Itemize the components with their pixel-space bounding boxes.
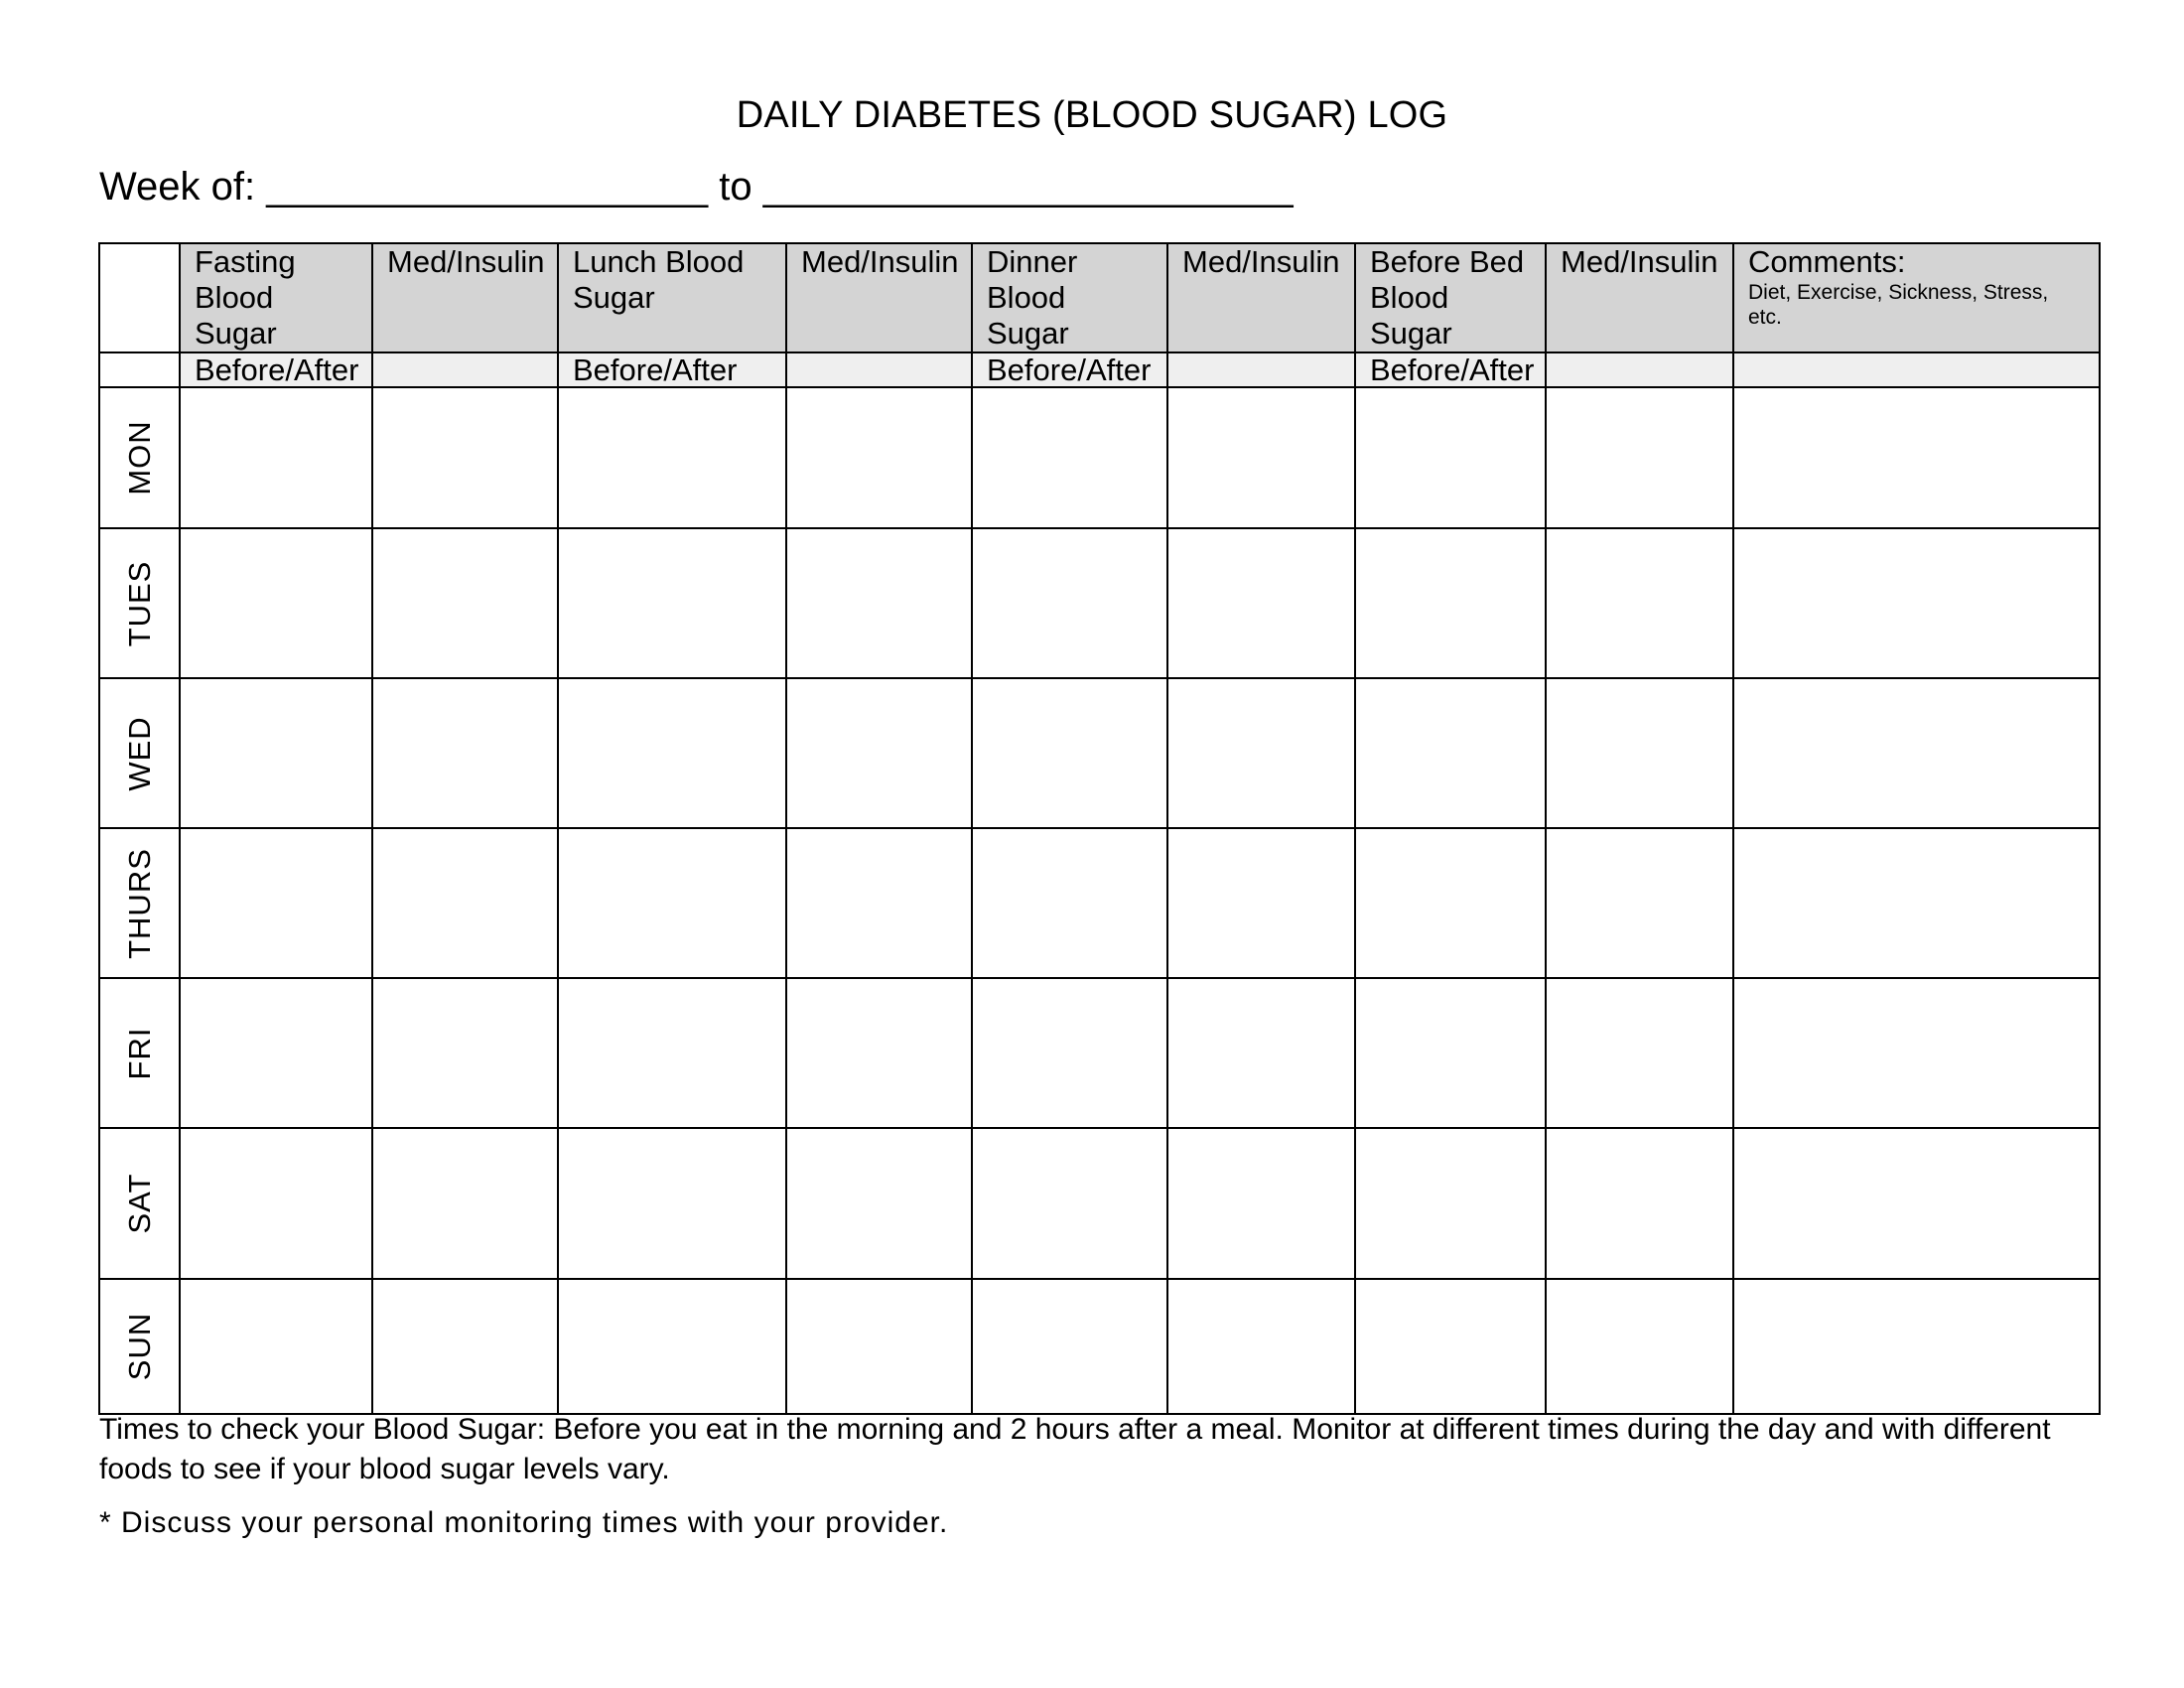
entry-cell[interactable] — [1167, 1128, 1355, 1279]
subheader-dinner: Before/After — [972, 352, 1167, 387]
comment-cell[interactable] — [1733, 387, 2100, 528]
subheader-med-3 — [1167, 352, 1355, 387]
day-row-sat — [99, 1128, 2100, 1279]
entry-cell[interactable] — [558, 978, 786, 1128]
entry-cell[interactable] — [1167, 387, 1355, 528]
day-label-cell — [99, 528, 180, 678]
day-label-cell — [99, 978, 180, 1128]
day-label-cell — [99, 387, 180, 528]
header-comments — [1733, 243, 2100, 352]
entry-cell[interactable] — [1546, 1128, 1733, 1279]
entry-cell[interactable] — [1355, 678, 1546, 828]
entry-cell[interactable] — [558, 1128, 786, 1279]
entry-cell[interactable] — [1167, 828, 1355, 978]
entry-cell[interactable] — [1167, 978, 1355, 1128]
day-label: FRI — [121, 1027, 157, 1079]
monitoring-note: Times to check your Blood Sugar: Before you eat in the morning and 2 hours after a meal. Monitor at different times during the day and with different foods to see if your blood sugar levels vary. — [99, 1413, 2051, 1485]
entry-cell[interactable] — [180, 828, 372, 978]
entry-cell[interactable] — [786, 828, 972, 978]
entry-cell[interactable] — [786, 528, 972, 678]
day-row-mon — [99, 387, 2100, 528]
entry-cell[interactable] — [180, 678, 372, 828]
comment-cell[interactable] — [1733, 978, 2100, 1128]
subheader-fasting: Before/After — [180, 352, 372, 387]
entry-cell[interactable] — [1546, 828, 1733, 978]
corner-cell — [99, 243, 180, 352]
entry-cell[interactable] — [372, 387, 558, 528]
subheader-lunch: Before/After — [558, 352, 786, 387]
entry-cell[interactable] — [372, 678, 558, 828]
entry-cell[interactable] — [1546, 387, 1733, 528]
entry-cell[interactable] — [180, 1279, 372, 1414]
subheader-before-bed: Before/After — [1355, 352, 1546, 387]
header-med-insulin-4: Med/Insulin — [1546, 243, 1733, 352]
subheader-med-2 — [786, 352, 972, 387]
day-label: MON — [121, 420, 157, 495]
blood-sugar-log-table — [98, 242, 2101, 1415]
entry-cell[interactable] — [972, 1128, 1167, 1279]
entry-cell[interactable] — [972, 528, 1167, 678]
subheader-med-1 — [372, 352, 558, 387]
header-dinner-blood-sugar: Dinner Blood Sugar — [972, 243, 1167, 352]
entry-cell[interactable] — [972, 387, 1167, 528]
header-row — [99, 243, 2100, 352]
entry-cell[interactable] — [1546, 528, 1733, 678]
entry-cell[interactable] — [1355, 828, 1546, 978]
entry-cell[interactable] — [558, 528, 786, 678]
entry-cell[interactable] — [786, 1279, 972, 1414]
sub-corner-cell — [99, 352, 180, 387]
day-row-fri — [99, 978, 2100, 1128]
day-label-cell — [99, 1279, 180, 1414]
day-label-cell — [99, 1128, 180, 1279]
header-fasting-blood-sugar: Fasting Blood Sugar — [180, 243, 372, 352]
entry-cell[interactable] — [372, 978, 558, 1128]
entry-cell[interactable] — [558, 678, 786, 828]
comments-label: Comments: — [1748, 244, 1906, 279]
header-med-insulin-3: Med/Insulin — [1167, 243, 1355, 352]
comment-cell[interactable] — [1733, 528, 2100, 678]
day-row-wed — [99, 678, 2100, 828]
day-label-cell — [99, 828, 180, 978]
document-title: DAILY DIABETES (BLOOD SUGAR) LOG — [736, 94, 1448, 136]
header-med-insulin-2: Med/Insulin — [786, 243, 972, 352]
entry-cell[interactable] — [372, 1279, 558, 1414]
day-label: SAT — [121, 1173, 157, 1234]
day-label: SUN — [121, 1312, 157, 1381]
day-label: THURS — [121, 847, 157, 959]
entry-cell[interactable] — [786, 978, 972, 1128]
day-row-sun — [99, 1279, 2100, 1414]
entry-cell[interactable] — [972, 678, 1167, 828]
entry-cell[interactable] — [372, 1128, 558, 1279]
entry-cell[interactable] — [180, 1128, 372, 1279]
entry-cell[interactable] — [1355, 1279, 1546, 1414]
entry-cell[interactable] — [972, 828, 1167, 978]
entry-cell[interactable] — [1546, 978, 1733, 1128]
entry-cell[interactable] — [1546, 678, 1733, 828]
header-med-insulin-1: Med/Insulin — [372, 243, 558, 352]
entry-cell[interactable] — [786, 387, 972, 528]
entry-cell[interactable] — [972, 978, 1167, 1128]
entry-cell[interactable] — [1167, 1279, 1355, 1414]
comments-hint: Diet, Exercise, Sickness, Stress, etc. — [1748, 281, 2049, 329]
entry-cell[interactable] — [1355, 528, 1546, 678]
provider-note: * Discuss your personal monitoring times with your provider. — [99, 1506, 949, 1539]
entry-cell[interactable] — [1167, 678, 1355, 828]
entry-cell[interactable] — [558, 828, 786, 978]
week-of-line: Week of: ____________________ to ________________________ — [99, 165, 1294, 209]
entry-cell[interactable] — [1167, 528, 1355, 678]
entry-cell[interactable] — [180, 978, 372, 1128]
entry-cell[interactable] — [558, 1279, 786, 1414]
day-label: TUES — [121, 560, 157, 646]
entry-cell[interactable] — [1355, 978, 1546, 1128]
entry-cell[interactable] — [1546, 1279, 1733, 1414]
entry-cell[interactable] — [1355, 1128, 1546, 1279]
header-before-bed-blood-sugar: Before Bed Blood Sugar — [1355, 243, 1546, 352]
day-row-thurs — [99, 828, 2100, 978]
comment-cell[interactable] — [1733, 1279, 2100, 1414]
entry-cell[interactable] — [972, 1279, 1167, 1414]
entry-cell[interactable] — [786, 678, 972, 828]
entry-cell[interactable] — [558, 387, 786, 528]
entry-cell[interactable] — [372, 528, 558, 678]
comment-cell[interactable] — [1733, 1128, 2100, 1279]
day-label: WED — [121, 715, 157, 791]
subheader-med-4 — [1546, 352, 1733, 387]
entry-cell[interactable] — [372, 828, 558, 978]
subheader-comments — [1733, 352, 2100, 387]
comment-cell[interactable] — [1733, 678, 2100, 828]
day-label-cell — [99, 678, 180, 828]
entry-cell[interactable] — [1355, 387, 1546, 528]
entry-cell[interactable] — [786, 1128, 972, 1279]
entry-cell[interactable] — [180, 528, 372, 678]
subheader-row — [99, 352, 2100, 387]
header-lunch-blood-sugar: Lunch Blood Sugar — [558, 243, 786, 352]
comment-cell[interactable] — [1733, 828, 2100, 978]
day-row-tues — [99, 528, 2100, 678]
entry-cell[interactable] — [180, 387, 372, 528]
